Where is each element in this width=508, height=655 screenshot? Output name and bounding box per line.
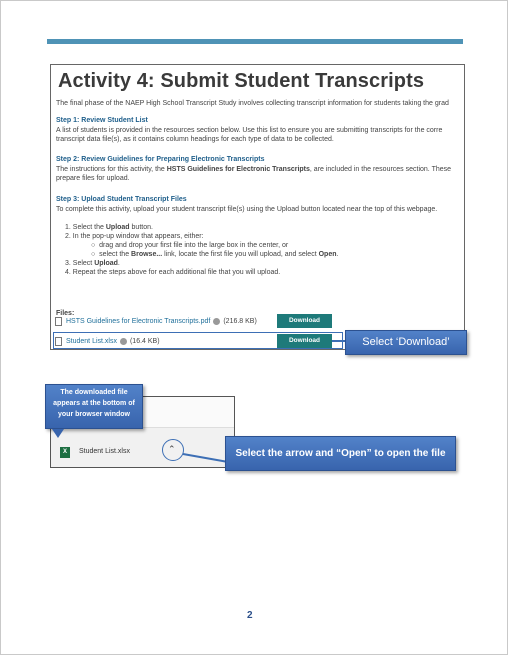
step1-line1: A list of students is provided in the resources section below. Use this list to ensure you are submitting transcripts for the corre [56, 127, 443, 134]
header-rule [47, 39, 463, 44]
download-button[interactable]: Download [277, 334, 332, 348]
file-link[interactable]: Student List.xlsx [66, 337, 117, 345]
step1-line2: transcript data file(s), as it contains column headings for each type of data to be collected. [56, 136, 334, 143]
file-size: (16.4 KB) [129, 337, 160, 345]
chevron-up-icon[interactable]: ⌃ [168, 444, 176, 454]
file-link[interactable]: HSTS Guidelines for Electronic Transcripts.pdf [66, 317, 211, 325]
list-item-2: 2. In the pop-up window that appears, either: [65, 233, 204, 240]
activity-screenshot [50, 64, 465, 350]
list-item-2a: ○ drag and drop your first file into the large box in the center, or [91, 242, 289, 249]
page-number: 2 [247, 610, 253, 621]
downloaded-file-callout: The downloaded file appears at the bottom of your browser window [45, 384, 143, 429]
open-callout: Select the arrow and “Open” to open the file [225, 436, 456, 471]
download-callout: Select ‘Download’ [345, 330, 467, 355]
list-item-4: 4. Repeat the steps above for each additional file that you will upload. [65, 269, 281, 276]
list-item-3: 3. Select Upload. [65, 260, 120, 267]
highlight-box [53, 332, 343, 349]
activity-title: Activity 4: Submit Student Transcripts [58, 70, 425, 92]
step3-line1: To complete this activity, upload your student transcript file(s) using the Upload button located near the top of this webpage. [56, 206, 438, 213]
step2-line1: The instructions for this activity, the HSTS Guidelines for Electronic Transcripts, are included in the resources section. These [56, 166, 452, 173]
step2-heading: Step 2: Review Guidelines for Preparing Electronic Transcripts [56, 156, 265, 163]
callout-pointer [52, 429, 64, 438]
download-button[interactable]: Download [277, 314, 332, 328]
list-item-2b: ○ select the Browse... link, locate the first file you will upload, and select Open. [91, 251, 339, 258]
downloaded-file-name[interactable]: Student List.xlsx [79, 448, 130, 455]
list-item-1: 1. Select the Upload button. [65, 224, 153, 231]
step1-heading: Step 1: Review Student List [56, 117, 148, 124]
document-icon [55, 317, 62, 326]
step3-heading: Step 3: Upload Student Transcript Files [56, 196, 187, 203]
file-row [55, 315, 257, 327]
callout-connector [332, 340, 346, 342]
files-heading: Files: [56, 310, 75, 317]
excel-file-icon: X [60, 447, 70, 458]
file-size: (216.8 KB) [223, 317, 257, 325]
intro-text: The final phase of the NAEP High School Transcript Study involves collecting transcript information for students taking the grad [56, 100, 449, 107]
check-icon [213, 318, 220, 325]
step2-line2: prepare files for upload. [56, 175, 130, 182]
